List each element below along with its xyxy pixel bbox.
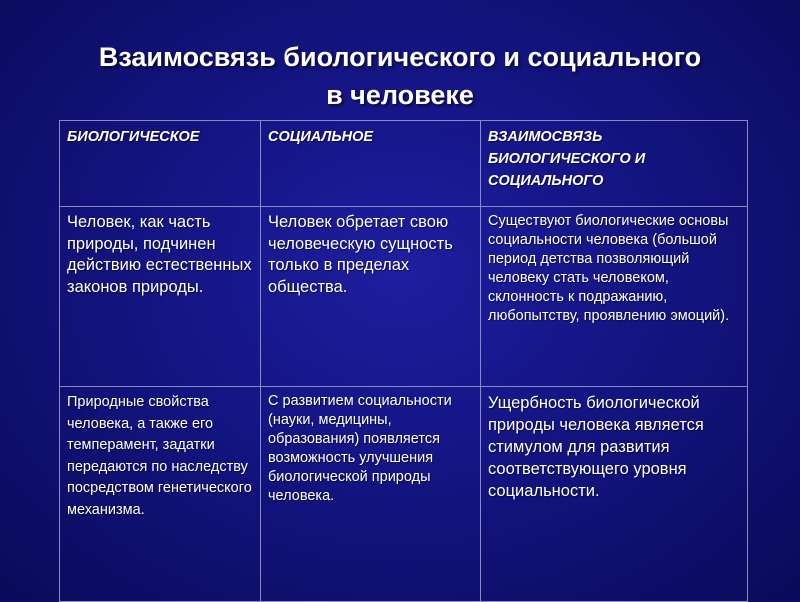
title-line-2: в человеке	[326, 80, 474, 110]
cell-row2-biological: Природные свойства человека, а также его темперамент, задатки передаются по наследству посредством генетического механизма.	[60, 387, 261, 602]
header-biological: БИОЛОГИЧЕСКОЕ	[60, 121, 261, 207]
cell-row2-social: С развитием социальности (науки, медицины, образования) появляется возможность улучшения биологической природы человека.	[261, 387, 481, 602]
header-relationship: ВЗАИМОСВЯЗЬ БИОЛОГИЧЕСКОГО И СОЦИАЛЬНОГО	[481, 121, 748, 207]
cell-row2-relationship: Ущербность биологической природы человека является стимулом для развития соответствующего уровня социальности.	[481, 387, 748, 602]
table-row	[60, 207, 748, 387]
cell-row1-social: Человек обретает свою человеческую сущность только в пределах общества.	[261, 207, 481, 387]
title-line-1: Взаимосвязь биологического и социального	[98, 42, 702, 72]
table-header-row	[60, 121, 748, 207]
page-title	[0, 38, 800, 114]
cell-row1-relationship: Существуют биологические основы социальности человека (большой период детства позволяющий человеку стать человеком, склонность к подражанию, любопытству, проявлению эмоций).	[481, 207, 748, 387]
header-social: СОЦИАЛЬНОЕ	[261, 121, 481, 207]
comparison-table	[59, 120, 748, 602]
table-row	[60, 387, 748, 602]
cell-row1-biological: Человек, как часть природы, подчинен действию естественных законов природы.	[60, 207, 261, 387]
